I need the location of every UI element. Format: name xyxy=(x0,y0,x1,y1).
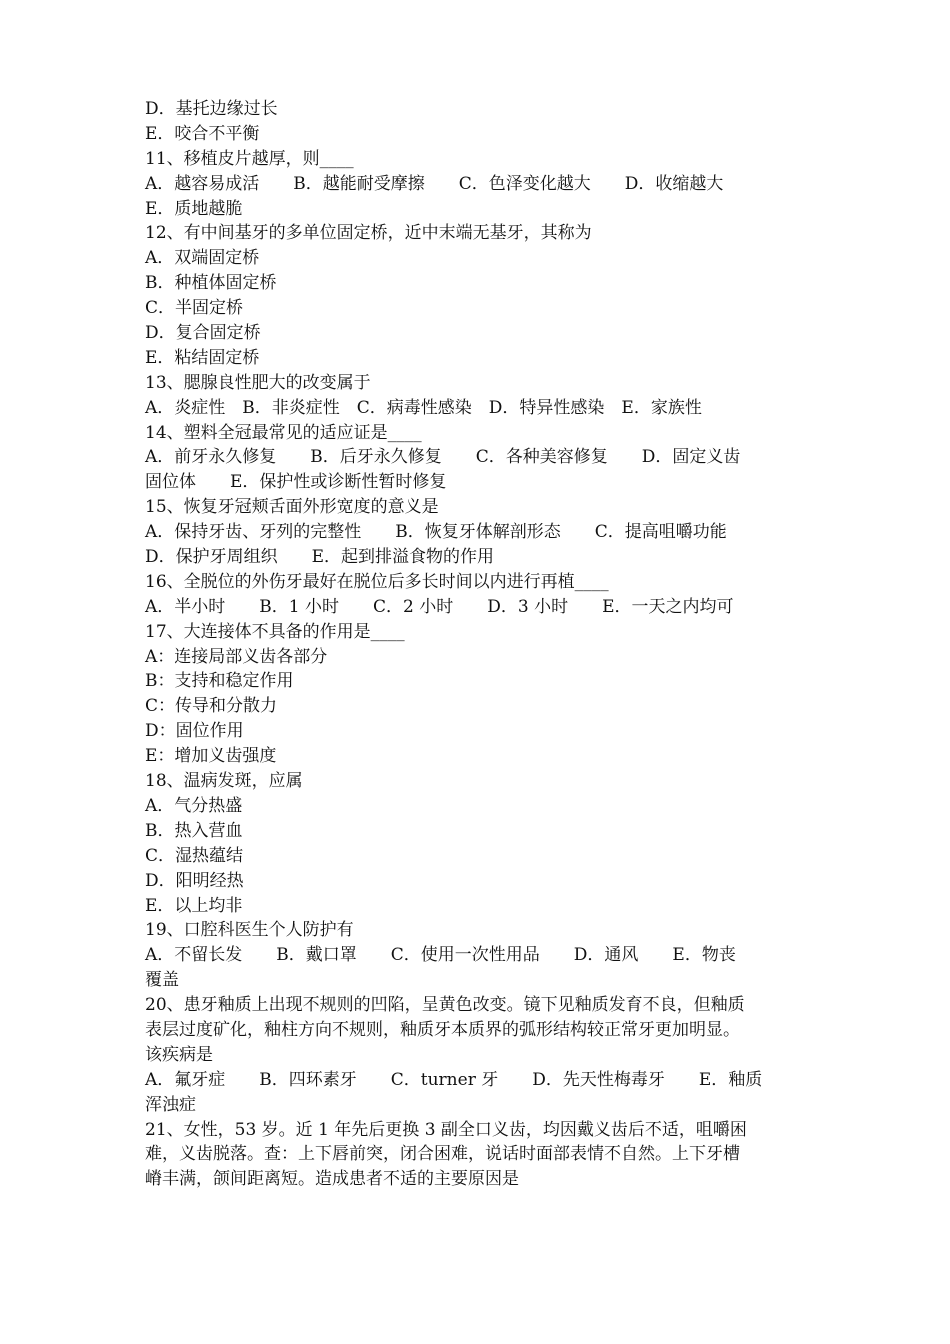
option-line: D：固位作用 xyxy=(145,721,244,742)
option-line: A．越容易成活 B．越能耐受摩擦 C．色泽变化越大 D．收缩越大 xyxy=(145,173,724,194)
option-line: E：增加义齿强度 xyxy=(145,746,277,767)
question-line: 21、女性，53 岁。近 1 年先后更换 3 副全口义齿，均因戴义齿后不适，咀嚼困 xyxy=(145,1119,747,1140)
question-line: 12、有中间基牙的多单位固定桥，近中末端无基牙，其称为 xyxy=(145,223,592,244)
option-line: D．基托边缘过长 xyxy=(145,99,278,119)
option-line: A：连接局部义齿各部分 xyxy=(145,646,328,667)
option-line: A．前牙永久修复 B．后牙永久修复 C．各种美容修复 D．固定义齿 xyxy=(145,447,741,468)
option-line: A．半小时 B．1 小时 C．2 小时 D．3 小时 E．一天之内均可 xyxy=(145,596,734,617)
option-line: D．阳明经热 xyxy=(145,870,244,891)
exam-text-body xyxy=(145,97,810,1192)
option-line: D．复合固定桥 xyxy=(145,323,261,344)
option-line: A．炎症性 B．非炎症性 C．病毒性感染 D．特异性感染 E．家族性 xyxy=(145,397,702,418)
question-line: 17、大连接体不具备的作用是____ xyxy=(145,621,405,642)
question-line: 19、口腔科医生个人防护有 xyxy=(145,920,354,941)
question-line: 难，义齿脱落。查：上下唇前突，闭合困难，说话时面部表情不自然。上下牙槽 xyxy=(145,1144,740,1165)
question-line: 15、恢复牙冠颊舌面外形宽度的意义是 xyxy=(145,497,439,518)
option-line: E．咬合不平衡 xyxy=(145,123,260,144)
option-line: 固位体 E．保护性或诊断性暂时修复 xyxy=(145,472,447,493)
option-line: A．不留长发 B．戴口罩 C．使用一次性用品 D．通风 E．物丧 xyxy=(145,945,736,966)
option-line: A．氟牙症 B．四环素牙 C．turner 牙 D．先天性梅毒牙 E．釉质 xyxy=(145,1069,763,1090)
question-line: 13、腮腺良性肥大的改变属于 xyxy=(145,372,371,393)
option-line: C：传导和分散力 xyxy=(145,696,278,717)
option-line: E．粘结固定桥 xyxy=(145,347,260,368)
option-line: E．以上均非 xyxy=(145,895,243,916)
question-line: 20、患牙釉质上出现不规则的凹陷，呈黄色改变。镜下见釉质发育不良，但釉质 xyxy=(145,995,745,1016)
option-line: A．双端固定桥 xyxy=(145,248,260,269)
option-line: B．热入营血 xyxy=(145,820,243,841)
question-line: 14、塑料全冠最常见的适应证是____ xyxy=(145,422,422,443)
question-line: 表层过度矿化，釉柱方向不规则，釉质牙本质界的弧形结构较正常牙更加明显。 xyxy=(145,1019,740,1040)
question-line: 该疾病是 xyxy=(145,1044,213,1065)
option-line: 覆盖 xyxy=(145,970,179,991)
question-line: 11、移植皮片越厚，则____ xyxy=(145,148,354,169)
question-line: 16、全脱位的外伤牙最好在脱位后多长时间以内进行再植____ xyxy=(145,571,609,592)
question-line: 18、温病发斑，应属 xyxy=(145,771,303,792)
option-line: D．保护牙周组织 E．起到排溢食物的作用 xyxy=(145,547,495,568)
option-line: A．保持牙齿、牙列的完整性 B．恢复牙体解剖形态 C．提高咀嚼功能 xyxy=(145,522,727,543)
option-line: C．湿热蕴结 xyxy=(145,845,244,866)
option-line: A．气分热盛 xyxy=(145,795,243,816)
option-line: 浑浊症 xyxy=(145,1094,196,1115)
option-line: B：支持和稳定作用 xyxy=(145,671,294,692)
option-line: E．质地越脆 xyxy=(145,198,243,219)
option-line: B．种植体固定桥 xyxy=(145,273,277,294)
question-line: 嵴丰满，颌间距离短。造成患者不适的主要原因是 xyxy=(145,1169,519,1190)
option-line: C．半固定桥 xyxy=(145,298,244,319)
